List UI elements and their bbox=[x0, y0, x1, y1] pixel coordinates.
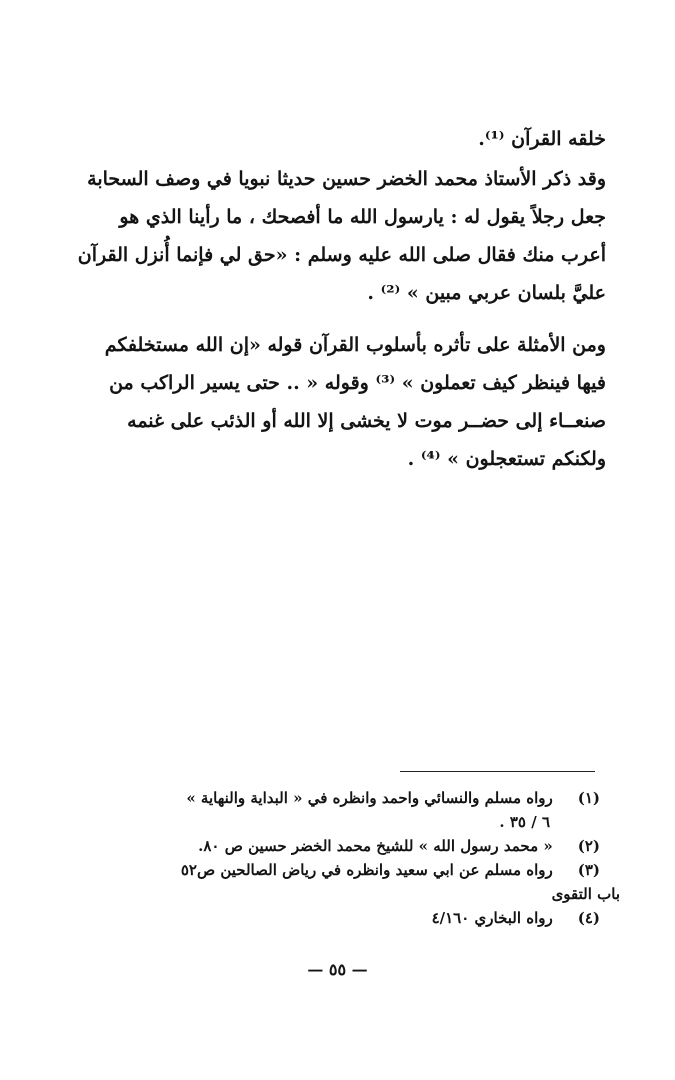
footnote-text: رواه البخاري ٤/١٦٠ bbox=[431, 909, 553, 927]
text-line: فيها فينظر كيف تعملون » ⁽³⁾ وقوله « .. حتى يسير الراكب من bbox=[109, 372, 606, 394]
footnote-divider bbox=[400, 771, 595, 772]
footnote-text: رواه مسلم والنسائي واحمد وانظره في « البداية والنهاية » bbox=[186, 789, 553, 807]
text-line: أعرب منك فقال صلى الله عليه وسلم : «حق لي فإنما أُنزل القرآن bbox=[77, 244, 606, 266]
text-line: عليَّ بلسان عربي مبين » ⁽²⁾ . bbox=[367, 282, 606, 304]
footnote-3-overflow: باب التقوى bbox=[551, 885, 620, 903]
footnote-3 bbox=[60, 858, 600, 882]
text-line: جعل رجلاً يقول له : يارسول الله ما أفصحك ، ما رأينا الذي هو bbox=[119, 206, 606, 228]
footnote-text: « محمد رسول الله » للشيخ محمد الخضر حسين ص ٨٠. bbox=[198, 837, 553, 855]
text-line: ومن الأمثلة على تأثره بأسلوب القرآن قوله «إن الله مستخلفكم bbox=[104, 334, 606, 356]
footnote-number: (٤) bbox=[577, 909, 600, 927]
text-line: خلقه القرآن ⁽¹⁾. bbox=[478, 128, 606, 150]
footnote-2 bbox=[60, 834, 600, 858]
page-number: — ٥٥ — bbox=[307, 960, 368, 979]
footnote-number: (٢) bbox=[577, 837, 600, 855]
paragraph-2 bbox=[78, 160, 606, 312]
footnote-4 bbox=[60, 906, 600, 930]
paragraph-3 bbox=[78, 326, 606, 478]
text-line: وقد ذكر الأستاذ محمد الخضر حسين حديثا نبويا في وصف السحابة bbox=[87, 168, 606, 190]
footnote-number: (١) bbox=[577, 789, 600, 807]
footnotes bbox=[60, 786, 620, 930]
footnote-1-continuation: ٦ / ٣٥ . bbox=[499, 813, 550, 831]
footnote-1 bbox=[60, 786, 600, 810]
text-line: ولكنكم تستعجلون » ⁽⁴⁾ . bbox=[407, 448, 606, 470]
paragraph-1 bbox=[78, 120, 606, 158]
footnote-number: (٣) bbox=[577, 861, 600, 879]
footnote-text: رواه مسلم عن ابي سعيد وانظره في رياض الصالحين ص٥٢ bbox=[180, 861, 553, 879]
text-line: صنعــاء إلى حضــر موت لا يخشى إلا الله أو الذئب على غنمه bbox=[127, 410, 606, 432]
